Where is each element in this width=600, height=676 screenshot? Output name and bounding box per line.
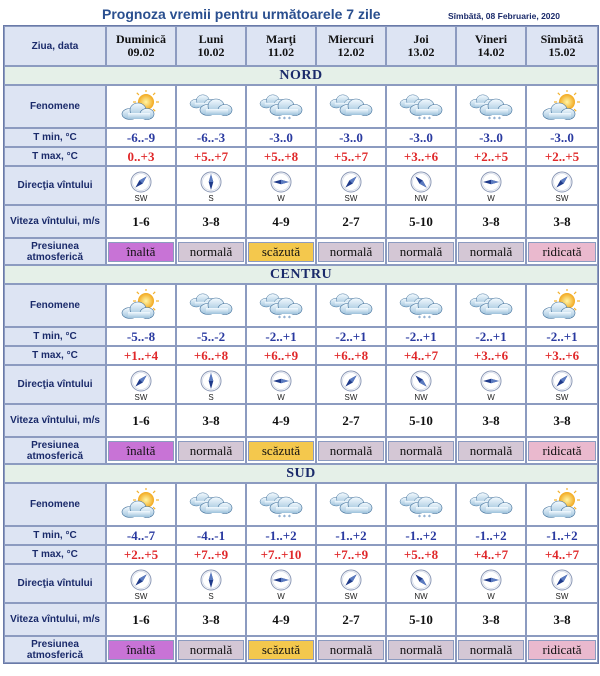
wind-direction-cell — [246, 564, 316, 603]
row-label: Fenomene — [4, 85, 106, 128]
row-viteza — [4, 603, 598, 636]
tmin-value: -6..-9 — [106, 128, 176, 147]
wind-direction-cell — [456, 365, 526, 404]
section-row — [4, 66, 598, 85]
viteza-value: 3-8 — [456, 404, 526, 437]
pressure-cell — [456, 238, 526, 265]
row-label: Direcţia vîntului — [4, 365, 106, 404]
wind-direction-cell — [386, 564, 456, 603]
viteza-value: 3-8 — [526, 603, 598, 636]
pressure-cell — [106, 636, 176, 663]
cloudy-icon — [325, 289, 377, 323]
section-title: CENTRU — [4, 265, 598, 284]
wind-direction-cell — [526, 365, 598, 404]
pressure-cell — [316, 437, 386, 464]
weather-cell — [456, 85, 526, 128]
viteza-value: 1-6 — [106, 205, 176, 238]
pressure-value: scăzută — [248, 640, 314, 660]
weather-cell — [456, 483, 526, 526]
day-date: 11.02 — [267, 45, 295, 59]
wind-direction-label: SW — [134, 193, 148, 203]
partly-cloudy-icon — [536, 90, 588, 124]
row-dir — [4, 365, 598, 404]
wind-direction-label: NW — [414, 392, 428, 402]
pressure-value: ridicată — [528, 441, 596, 461]
wind-direction-icon — [130, 171, 152, 193]
pressure-value: înaltă — [108, 242, 174, 262]
pressure-cell — [246, 437, 316, 464]
wind-direction-label: W — [487, 591, 495, 601]
day-name: Miercuri — [328, 32, 374, 46]
viteza-value: 3-8 — [526, 205, 598, 238]
wind-direction-label: S — [208, 591, 214, 601]
tmin-value: -1..+2 — [526, 526, 598, 545]
day-header — [246, 26, 316, 66]
tmax-value: +5..+7 — [316, 147, 386, 166]
wind-direction-cell — [176, 166, 246, 205]
wind-direction-icon — [340, 370, 362, 392]
row-label: Presiunea atmosferică — [4, 437, 106, 464]
tmax-value: +3..+6 — [526, 346, 598, 365]
wind-direction-icon — [340, 171, 362, 193]
partly-cloudy-icon — [536, 289, 588, 323]
row-label: Viteza vîntului, m/s — [4, 205, 106, 238]
cloudy-icon — [185, 488, 237, 522]
cloudy-snow-icon — [395, 289, 447, 323]
svg-text:* * *: * * * — [278, 314, 291, 322]
row-label: T max, °C — [4, 545, 106, 564]
weather-cell — [246, 85, 316, 128]
pressure-cell — [526, 437, 598, 464]
wind-direction-cell — [246, 166, 316, 205]
weather-cell — [106, 85, 176, 128]
row-fenomene — [4, 85, 598, 128]
tmin-value: -5..-2 — [176, 327, 246, 346]
row-label: Viteza vîntului, m/s — [4, 603, 106, 636]
header-row — [4, 26, 598, 66]
partly-cloudy-icon — [115, 488, 167, 522]
weather-cell — [176, 85, 246, 128]
wind-direction-icon — [200, 171, 222, 193]
weather-cell — [246, 284, 316, 327]
tmin-value: -2..+1 — [526, 327, 598, 346]
wind-direction-label: W — [487, 392, 495, 402]
tmax-value: +7..+9 — [316, 545, 386, 564]
svg-text:* * *: * * * — [418, 115, 431, 123]
day-name: Sîmbătă — [540, 32, 584, 46]
tmax-value: +4..+7 — [386, 346, 456, 365]
row-label: T min, °C — [4, 526, 106, 545]
day-header — [386, 26, 456, 66]
pressure-cell — [456, 437, 526, 464]
row-label: Direcţia vîntului — [4, 166, 106, 205]
viteza-value: 1-6 — [106, 404, 176, 437]
row-tmax — [4, 545, 598, 564]
svg-text:* * *: * * * — [418, 314, 431, 322]
cloudy-snow-icon — [465, 90, 517, 124]
row-presiunea — [4, 238, 598, 265]
row-presiunea — [4, 636, 598, 663]
tmax-value: +5..+8 — [386, 545, 456, 564]
tmin-value: -4..-1 — [176, 526, 246, 545]
wind-direction-cell — [456, 564, 526, 603]
weather-cell — [386, 284, 456, 327]
day-name: Joi — [413, 32, 429, 46]
row-dir — [4, 564, 598, 603]
tmin-value: -1..+2 — [316, 526, 386, 545]
wind-direction-cell — [316, 564, 386, 603]
pressure-cell — [526, 238, 598, 265]
weather-cell — [176, 284, 246, 327]
wind-direction-icon — [410, 569, 432, 591]
tmax-value: +3..+6 — [386, 147, 456, 166]
tmax-value: +7..+10 — [246, 545, 316, 564]
tmin-value: -2..+1 — [246, 327, 316, 346]
row-label: T max, °C — [4, 346, 106, 365]
row-label: T min, °C — [4, 327, 106, 346]
tmin-value: -3..0 — [386, 128, 456, 147]
cloudy-snow-icon — [395, 488, 447, 522]
wind-direction-cell — [176, 564, 246, 603]
tmin-value: -1..+2 — [246, 526, 316, 545]
wind-direction-cell — [386, 166, 456, 205]
pressure-value: normală — [178, 640, 244, 660]
weather-cell — [456, 284, 526, 327]
pressure-cell — [246, 238, 316, 265]
viteza-value: 4-9 — [246, 205, 316, 238]
pressure-cell — [386, 238, 456, 265]
tmax-value: +4..+7 — [456, 545, 526, 564]
pressure-cell — [386, 636, 456, 663]
wind-direction-label: W — [277, 392, 285, 402]
cloudy-snow-icon — [395, 90, 447, 124]
row-label: T max, °C — [4, 147, 106, 166]
tmin-value: -3..0 — [246, 128, 316, 147]
viteza-value: 4-9 — [246, 603, 316, 636]
tmax-value: +2..+5 — [526, 147, 598, 166]
row-tmin — [4, 526, 598, 545]
weather-cell — [176, 483, 246, 526]
tmin-value: -3..0 — [526, 128, 598, 147]
current-date: Sîmbătă, 08 Februarie, 2020 — [448, 11, 560, 21]
wind-direction-label: SW — [134, 591, 148, 601]
tmax-value: +2..+5 — [456, 147, 526, 166]
tmin-value: -5..-8 — [106, 327, 176, 346]
wind-direction-cell — [246, 365, 316, 404]
row-viteza — [4, 205, 598, 238]
row-label: Viteza vîntului, m/s — [4, 404, 106, 437]
weather-cell — [316, 284, 386, 327]
cloudy-icon — [325, 488, 377, 522]
wind-direction-label: SW — [555, 392, 569, 402]
pressure-value: normală — [318, 242, 384, 262]
wind-direction-cell — [106, 166, 176, 205]
row-label: Direcţia vîntului — [4, 564, 106, 603]
wind-direction-icon — [480, 171, 502, 193]
viteza-value: 3-8 — [456, 603, 526, 636]
viteza-value: 1-6 — [106, 603, 176, 636]
day-name: Luni — [198, 32, 224, 46]
tmax-value: +2..+5 — [106, 545, 176, 564]
wind-direction-cell — [386, 365, 456, 404]
tmax-value: +1..+4 — [106, 346, 176, 365]
day-header — [526, 26, 598, 66]
row-label: Presiunea atmosferică — [4, 636, 106, 663]
wind-direction-icon — [130, 370, 152, 392]
viteza-value: 3-8 — [176, 603, 246, 636]
tmin-value: -6..-3 — [176, 128, 246, 147]
svg-text:* * *: * * * — [488, 115, 501, 123]
wind-direction-icon — [410, 370, 432, 392]
viteza-value: 5-10 — [386, 603, 456, 636]
cloudy-snow-icon — [255, 90, 307, 124]
wind-direction-icon — [480, 370, 502, 392]
tmin-value: -1..+2 — [386, 526, 456, 545]
wind-direction-label: SW — [344, 591, 358, 601]
pressure-value: înaltă — [108, 640, 174, 660]
pressure-cell — [106, 437, 176, 464]
cloudy-icon — [465, 289, 517, 323]
pressure-value: normală — [388, 441, 454, 461]
tmin-value: -3..0 — [316, 128, 386, 147]
day-date: 10.02 — [197, 45, 225, 59]
viteza-value: 5-10 — [386, 205, 456, 238]
tmax-value: +4..+7 — [526, 545, 598, 564]
wind-direction-label: W — [277, 591, 285, 601]
row-tmin — [4, 327, 598, 346]
svg-text:* * *: * * * — [278, 115, 291, 123]
weather-cell — [106, 483, 176, 526]
tmin-value: -2..+1 — [456, 327, 526, 346]
cloudy-snow-icon — [255, 488, 307, 522]
partly-cloudy-icon — [115, 289, 167, 323]
section-title: NORD — [4, 66, 598, 85]
svg-text:* * *: * * * — [418, 513, 431, 521]
section-row — [4, 265, 598, 284]
viteza-value: 3-8 — [176, 404, 246, 437]
wind-direction-label: SW — [555, 193, 569, 203]
cloudy-icon — [325, 90, 377, 124]
wind-direction-icon — [270, 171, 292, 193]
wind-direction-icon — [270, 569, 292, 591]
day-header — [106, 26, 176, 66]
section-row — [4, 464, 598, 483]
pressure-value: ridicată — [528, 242, 596, 262]
wind-direction-cell — [106, 564, 176, 603]
wind-direction-cell — [176, 365, 246, 404]
tmax-value: +6..+8 — [316, 346, 386, 365]
tmax-value: +6..+8 — [176, 346, 246, 365]
viteza-value: 4-9 — [246, 404, 316, 437]
weather-cell — [386, 85, 456, 128]
wind-direction-label: S — [208, 193, 214, 203]
viteza-value: 3-8 — [456, 205, 526, 238]
weather-cell — [526, 483, 598, 526]
tmax-value: +5..+7 — [176, 147, 246, 166]
wind-direction-label: SW — [344, 392, 358, 402]
weather-cell — [526, 284, 598, 327]
pressure-value: normală — [178, 242, 244, 262]
page-title: Prognoza vremii pentru următoarele 7 zile — [102, 6, 381, 22]
row-label: Fenomene — [4, 284, 106, 327]
viteza-value: 3-8 — [526, 404, 598, 437]
day-date: 09.02 — [127, 45, 155, 59]
cloudy-icon — [465, 488, 517, 522]
wind-direction-label: W — [277, 193, 285, 203]
pressure-value: normală — [458, 640, 524, 660]
viteza-value: 3-8 — [176, 205, 246, 238]
row-dir — [4, 166, 598, 205]
wind-direction-label: NW — [414, 591, 428, 601]
wind-direction-label: W — [487, 193, 495, 203]
row-viteza — [4, 404, 598, 437]
day-name: Duminică — [115, 32, 166, 46]
day-date: 15.02 — [548, 45, 576, 59]
pressure-value: scăzută — [248, 242, 314, 262]
wind-direction-label: NW — [414, 193, 428, 203]
viteza-value: 2-7 — [316, 404, 386, 437]
day-name: Marţi — [266, 32, 296, 46]
wind-direction-cell — [106, 365, 176, 404]
section-title: SUD — [4, 464, 598, 483]
tmax-value: +7..+9 — [176, 545, 246, 564]
wind-direction-icon — [200, 569, 222, 591]
viteza-value: 5-10 — [386, 404, 456, 437]
weather-cell — [246, 483, 316, 526]
pressure-value: normală — [388, 640, 454, 660]
wind-direction-cell — [526, 166, 598, 205]
tmax-value: +5..+8 — [246, 147, 316, 166]
wind-direction-cell — [316, 365, 386, 404]
pressure-value: normală — [458, 441, 524, 461]
cloudy-snow-icon — [255, 289, 307, 323]
day-date: 13.02 — [407, 45, 435, 59]
pressure-value: înaltă — [108, 441, 174, 461]
wind-direction-icon — [200, 370, 222, 392]
wind-direction-icon — [270, 370, 292, 392]
day-name: Vineri — [474, 32, 508, 46]
pressure-cell — [176, 238, 246, 265]
cloudy-icon — [185, 289, 237, 323]
tmax-value: +3..+6 — [456, 346, 526, 365]
pressure-cell — [176, 636, 246, 663]
partly-cloudy-icon — [536, 488, 588, 522]
tmin-value: -1..+2 — [456, 526, 526, 545]
pressure-value: ridicată — [528, 640, 596, 660]
wind-direction-cell — [526, 564, 598, 603]
weather-cell — [526, 85, 598, 128]
viteza-value: 2-7 — [316, 603, 386, 636]
wind-direction-label: S — [208, 392, 214, 402]
pressure-cell — [316, 636, 386, 663]
forecast-table — [3, 25, 599, 664]
row-tmin — [4, 128, 598, 147]
day-header — [316, 26, 386, 66]
pressure-value: normală — [178, 441, 244, 461]
tmin-value: -3..0 — [456, 128, 526, 147]
tmax-value: 0..+3 — [106, 147, 176, 166]
pressure-cell — [456, 636, 526, 663]
row-label: T min, °C — [4, 128, 106, 147]
wind-direction-label: SW — [555, 591, 569, 601]
wind-direction-icon — [410, 171, 432, 193]
row-label: Fenomene — [4, 483, 106, 526]
row-tmax — [4, 147, 598, 166]
pressure-cell — [316, 238, 386, 265]
pressure-value: scăzută — [248, 441, 314, 461]
partly-cloudy-icon — [115, 90, 167, 124]
tmax-value: +6..+9 — [246, 346, 316, 365]
wind-direction-icon — [551, 171, 573, 193]
wind-direction-cell — [316, 166, 386, 205]
weather-cell — [386, 483, 456, 526]
row-fenomene — [4, 483, 598, 526]
row-label: Presiunea atmosferică — [4, 238, 106, 265]
pressure-cell — [176, 437, 246, 464]
page-header — [0, 0, 600, 24]
viteza-value: 2-7 — [316, 205, 386, 238]
pressure-cell — [246, 636, 316, 663]
day-header — [176, 26, 246, 66]
wind-direction-cell — [456, 166, 526, 205]
weather-cell — [316, 85, 386, 128]
svg-text:* * *: * * * — [278, 513, 291, 521]
day-date: 14.02 — [477, 45, 505, 59]
wind-direction-icon — [551, 370, 573, 392]
pressure-value: normală — [458, 242, 524, 262]
day-header — [456, 26, 526, 66]
cloudy-icon — [185, 90, 237, 124]
row-tmax — [4, 346, 598, 365]
pressure-value: normală — [318, 441, 384, 461]
day-date: 12.02 — [337, 45, 365, 59]
row-fenomene — [4, 284, 598, 327]
tmin-value: -4..-7 — [106, 526, 176, 545]
pressure-cell — [106, 238, 176, 265]
wind-direction-label: SW — [344, 193, 358, 203]
wind-direction-icon — [130, 569, 152, 591]
pressure-value: normală — [318, 640, 384, 660]
header-label: Ziua, data — [4, 26, 106, 66]
wind-direction-icon — [340, 569, 362, 591]
wind-direction-label: SW — [134, 392, 148, 402]
pressure-cell — [526, 636, 598, 663]
weather-cell — [316, 483, 386, 526]
weather-cell — [106, 284, 176, 327]
row-presiunea — [4, 437, 598, 464]
tmin-value: -2..+1 — [386, 327, 456, 346]
wind-direction-icon — [480, 569, 502, 591]
pressure-value: normală — [388, 242, 454, 262]
wind-direction-icon — [551, 569, 573, 591]
tmin-value: -2..+1 — [316, 327, 386, 346]
pressure-cell — [386, 437, 456, 464]
